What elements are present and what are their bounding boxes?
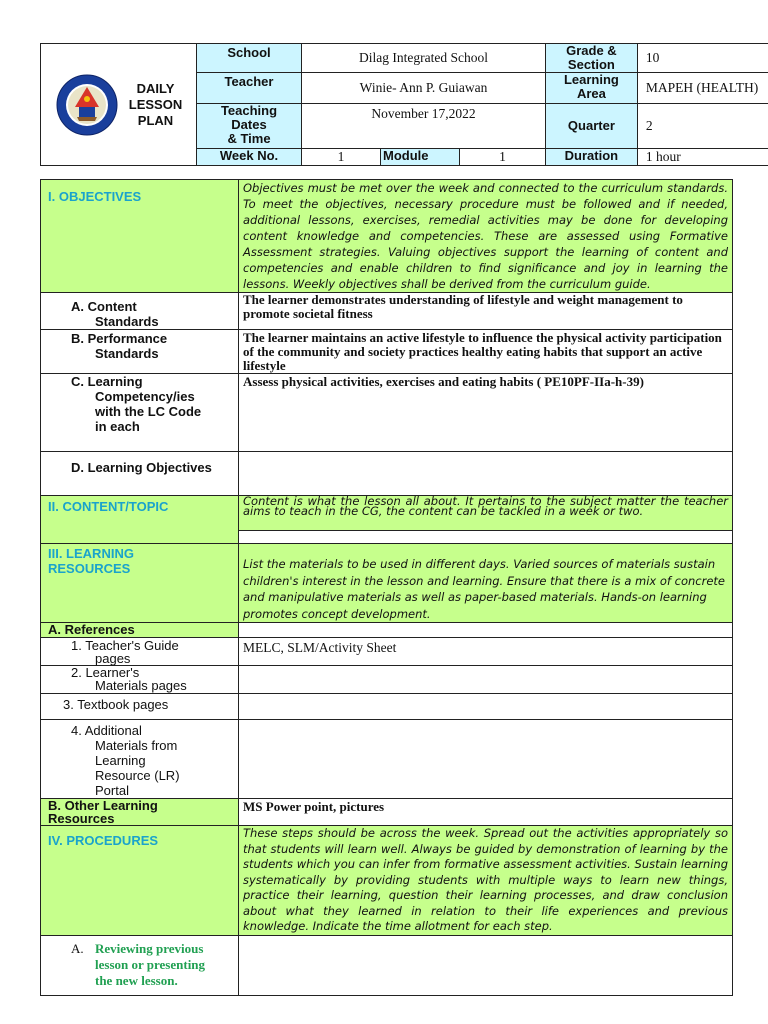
teaching-dates-value: November 17,2022	[302, 104, 546, 149]
textbook-pages-label: 3. Textbook pages	[41, 694, 239, 720]
header-table	[40, 43, 768, 166]
content-topic-text-cell: Content is what the lesson all about. It pertains to the subject matter the teacher aims to teach in the CG, the content can be tackled in a week or two.	[239, 496, 733, 531]
references-label: A. References	[41, 623, 239, 638]
logo-title-cell	[41, 44, 197, 166]
teachers-guide-label: 1. Teacher's Guide pages	[41, 638, 239, 666]
learners-materials-label: 2. Learner's Materials pages	[41, 666, 239, 694]
procedures-label-cell	[41, 826, 239, 936]
learning-resources-text-cell: List the materials to be used in different days. Varied sources of materials sustain children's interest in the lesson and learning. Ensure that there is a mix of concrete and manipulative materials as well as paper-based materials. Hands-on learning promotes concept development.	[239, 544, 733, 623]
other-resources-value: MS Power point, pictures	[239, 799, 733, 826]
procedures-heading: IV. PROCEDURES	[48, 833, 159, 848]
module-value: 1	[460, 149, 546, 166]
deped-seal-icon	[55, 73, 119, 137]
title-daily: DAILY	[136, 80, 175, 96]
content-topic-value	[239, 531, 733, 544]
objectives-description: Objectives must be met over the week and connected to the curriculum standards. To meet the objectives, necessary procedure must be followed and if needed, additional lessons, exercises, remedial activities may be done for developing content knowledge and competencies. These are assessed using Formative Assessment strategies. Valuing objectives support the learning of content and competencies and enable children to find significance and joy in learning the lessons. Weekly objectives shall be derived from the curriculum guide.	[243, 181, 728, 291]
title-plan: PLAN	[137, 112, 174, 128]
teacher-value: Winie- Ann P. Guiawan	[302, 73, 546, 104]
school-label: School	[197, 44, 302, 73]
learning-area-value: MAPEH (HEALTH)	[637, 73, 768, 104]
duration-value: 1 hour	[637, 149, 768, 166]
learning-objectives-label: D. Learning Objectives	[41, 452, 239, 496]
content-topic-label-cell	[41, 496, 239, 544]
additional-materials-value	[239, 720, 733, 799]
teacher-label: Teacher	[197, 73, 302, 104]
school-value: Dilag Integrated School	[302, 44, 546, 73]
content-topic-heading: II. CONTENT/TOPIC	[48, 499, 169, 514]
module-label: Module	[381, 149, 460, 166]
grade-section-value: 10	[637, 44, 768, 73]
performance-standards-value: The learner maintains an active lifestyle to influence the physical activity participation of the community and society practices healthy eating habits that support an active lifestyle	[239, 330, 733, 374]
review-label-cell: A. Reviewing previous lesson or presenting the new lesson.	[41, 935, 239, 995]
performance-standards-label: B. Performance Standards	[41, 330, 239, 374]
grade-section-label: Grade & Section	[545, 44, 637, 73]
duration-label: Duration	[545, 149, 637, 166]
additional-materials-label: 4. Additional Materials from Learning Resource (LR) Portal	[41, 720, 239, 799]
teaching-dates-label: Teaching Dates & Time	[197, 104, 302, 149]
procedures-text-cell: These steps should be across the week. Spread out the activities appropriately so that students will learn well. Always be guided by demonstration of learning by the students which you can infer from formative assessment activities. Sustain learning systematically by providing students with multiple ways to learn new things, practice their learning, question their learning processes, and draw conclusion about what they learned in relation to their life experiences and previous knowledge. Indicate the time allotment for each step.	[239, 826, 733, 936]
objectives-label-cell	[41, 180, 239, 293]
learning-competency-label: C. Learning Competency/ies with the LC Code in each	[41, 374, 239, 452]
learning-resources-label-cell: III. LEARNING RESOURCES	[41, 544, 239, 623]
content-standards-value: The learner demonstrates understanding of lifestyle and weight management to promote societal fitness	[239, 293, 733, 330]
references-value	[239, 623, 733, 638]
content-standards-label: A. Content Standards	[41, 293, 239, 330]
objectives-heading: I. OBJECTIVES	[48, 189, 142, 204]
other-resources-label: B. Other Learning Resources	[41, 799, 239, 826]
textbook-pages-value	[239, 694, 733, 720]
review-value-cell	[239, 935, 733, 995]
week-label: Week No.	[197, 149, 302, 166]
week-value: 1	[302, 149, 381, 166]
objectives-text-cell	[239, 180, 733, 293]
quarter-value: 2	[637, 104, 768, 149]
learning-competency-value: Assess physical activities, exercises and eating habits ( PE10PF-IIa-h-39)	[239, 374, 733, 452]
learning-area-label: Learning Area	[545, 73, 637, 104]
learners-materials-value	[239, 666, 733, 694]
quarter-label: Quarter	[545, 104, 637, 149]
teachers-guide-value: MELC, SLM/Activity Sheet	[239, 638, 733, 666]
title-lesson: LESSON	[128, 96, 183, 112]
lesson-plan-table	[40, 179, 733, 996]
learning-objectives-value	[239, 452, 733, 496]
